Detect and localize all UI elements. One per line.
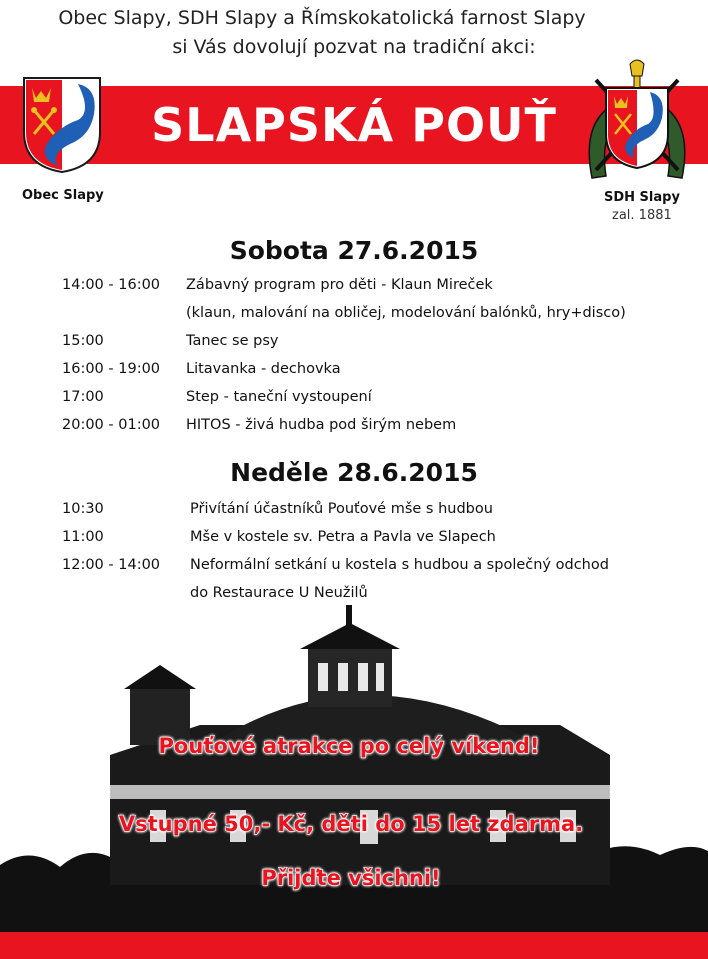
promo-invitation: Přijďte všichni! — [261, 866, 441, 890]
sdh-slapy-crest-icon — [578, 58, 696, 188]
schedule-event: Step - taneční vystoupení — [186, 389, 372, 405]
promo-admission: Vstupné 50,- Kč, děti do 15 let zdarma. — [118, 812, 584, 836]
schedule-time: 11:00 — [62, 529, 104, 545]
schedule-event: Zábavný program pro děti - Klaun Mireček — [186, 277, 493, 293]
schedule-time: 20:00 - 01:00 — [62, 417, 161, 433]
schedule-event-detail: (klaun, malování na obličej, modelování balónků, hry+disco) — [186, 305, 626, 321]
schedule-time: 14:00 - 16:00 — [62, 277, 161, 293]
schedule-event: HITOS - živá hudba pod širým nebem — [186, 417, 457, 433]
schedule-event: Přivítání účastníků Pouťové mše s hudbou — [190, 501, 493, 517]
schedule-time: 17:00 — [62, 389, 104, 405]
schedule-time: 12:00 - 14:00 — [62, 557, 161, 573]
saturday-heading: Sobota 27.6.2015 — [229, 236, 479, 265]
promo-attractions: Pouťové atrakce po celý víkend! — [158, 734, 540, 758]
sdh-founded-caption: zal. 1881 — [612, 208, 672, 223]
footer-bar — [0, 932, 708, 959]
obec-slapy-caption: Obec Slapy — [22, 188, 104, 203]
event-title: SLAPSKÁ POUŤ — [151, 98, 557, 152]
invitation-line-1: Obec Slapy, SDH Slapy a Římskokatolická farnost Slapy — [58, 7, 586, 29]
sunday-heading: Neděle 28.6.2015 — [230, 458, 478, 487]
invitation-line-2: si Vás dovolují pozvat na tradiční akci: — [172, 36, 536, 58]
schedule-event: Neformální setkání u kostela s hudbou a společný odchod — [190, 557, 609, 573]
schedule-time: 16:00 - 19:00 — [62, 361, 161, 377]
schedule-event: Mše v kostele sv. Petra a Pavla ve Slapech — [190, 529, 496, 545]
sdh-slapy-caption: SDH Slapy — [604, 190, 680, 205]
schedule-time: 10:30 — [62, 501, 104, 517]
schedule-event: Tanec se psy — [186, 333, 279, 349]
schedule-event-detail: do Restaurace U Neužilů — [190, 585, 368, 601]
obec-slapy-crest-icon — [20, 74, 104, 174]
schedule-time: 15:00 — [62, 333, 104, 349]
schedule-event: Litavanka - dechovka — [186, 361, 341, 377]
